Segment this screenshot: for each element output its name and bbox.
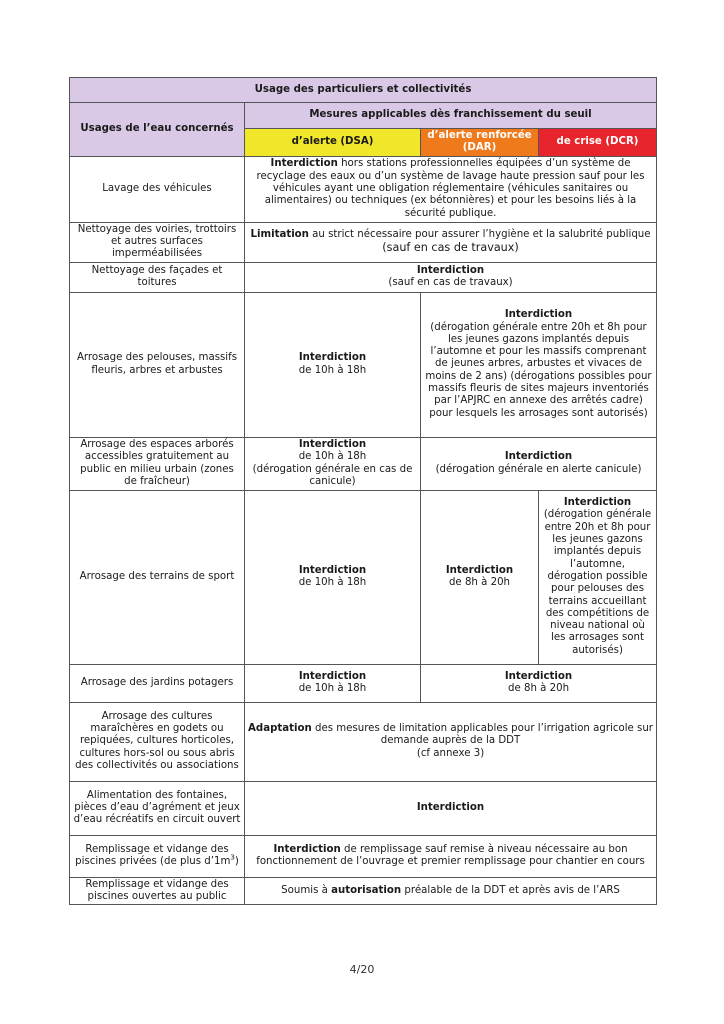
table-row (70, 262, 657, 292)
measure-dar-dcr: Interdiction de 8h à 20h (421, 664, 657, 702)
row-label: Nettoyage des voiries, trottoirs et autres surfaces imperméabilisées (70, 222, 245, 262)
row-label: Lavage des véhicules (70, 156, 245, 222)
measure-dar-dcr: Interdiction (dérogation générale entre 20h et 8h pour les jeunes gazons implantés depuis l’automne et pour les massifs comprenant de jeunes arbres, arbustes et vivaces de moins de 2 ans) (dérogations possibles pour massifs fleuris de sites majeurs inventoriés par l’APJRC en annexe des arrêtés cadre) pour lesquels les arrosages sont autorisés) (421, 292, 657, 437)
row-label: Remplissage et vidange des piscines privées (de plus $d’1m^3$) (70, 835, 245, 877)
measure-dar: Interdiction de 8h à 20h (421, 490, 539, 664)
page-number: 4/20 (349, 963, 375, 976)
level-dcr: de crise (DCR) (539, 129, 657, 157)
restrictions-table (69, 77, 657, 905)
level-dsa: d’alerte (DSA) (245, 129, 421, 157)
table-row (70, 490, 657, 664)
measure-all: Interdiction (245, 781, 657, 835)
table-row (70, 156, 657, 222)
measure-all: Interdiction de remplissage sauf remise à niveau nécessaire au bon fonctionnement de l’ouvrage et premier remplissage pour chantier en cours (245, 835, 657, 877)
measure-all: Interdiction hors stations professionnelles équipées d’un système de recyclage des eaux ou d’un système de lavage haute pression sauf pour les véhicules ayant une obligation réglementaire (véhicules sanitaires ou alimentaires) ou techniques (ex bétonnières) et pour les besoins liés à la sécurité publique. (245, 156, 657, 222)
col-header-usage: Usages de l’eau concernés (70, 103, 245, 157)
measure-dsa: Interdiction de 10h à 18h (245, 664, 421, 702)
table-row (70, 877, 657, 905)
col-header-mesures: Mesures applicables dès franchissement du seuil (245, 103, 657, 129)
level-dar: d’alerte renforcée (DAR) (421, 129, 539, 157)
measure-dar-dcr: Interdiction (dérogation générale en alerte canicule) (421, 437, 657, 490)
row-label: Alimentation des fontaines, pièces d’eau d’agrément et jeux d’eau récréatifs en circuit ouvert (70, 781, 245, 835)
table-row (70, 437, 657, 490)
measure-all: Limitation au strict nécessaire pour assurer l’hygiène et la salubrité publique (sauf en cas de travaux) (245, 222, 657, 262)
table-row (70, 702, 657, 781)
measure-all: Soumis à autorisation préalable de la DDT et après avis de l’ARS (245, 877, 657, 905)
measure-all: Interdiction (sauf en cas de travaux) (245, 262, 657, 292)
row-label: Arrosage des terrains de sport (70, 490, 245, 664)
measure-dsa: Interdiction de 10h à 18h (245, 490, 421, 664)
table-row (70, 781, 657, 835)
measure-all: Adaptation des mesures de limitation applicables pour l’irrigation agricole sur demande auprès de la DDT (cf annexe 3) (245, 702, 657, 781)
row-label: Arrosage des pelouses, massifs fleuris, arbres et arbustes (70, 292, 245, 437)
table-row (70, 664, 657, 702)
row-label: Nettoyage des façades et toitures (70, 262, 245, 292)
row-label: Remplissage et vidange des piscines ouvertes au public (70, 877, 245, 905)
table-row (70, 835, 657, 877)
table-title: Usage des particuliers et collectivités (70, 78, 657, 103)
measure-dcr: Interdiction (dérogation générale entre 20h et 8h pour les jeunes gazons implantés depuis l’automne, dérogation possible pour pelouses des terrains accueillant des compétitions de niveau national où les arrosages sont autorisés) (539, 490, 657, 664)
row-label: Arrosage des cultures maraîchères en godets ou repiquées, cultures horticoles, cultures hors-sol ou sous abris des collectivités ou associations (70, 702, 245, 781)
row-label: Arrosage des espaces arborés accessibles gratuitement au public en milieu urbain (zones de fraîcheur) (70, 437, 245, 490)
table-row (70, 292, 657, 437)
row-label: Arrosage des jardins potagers (70, 664, 245, 702)
table-row (70, 222, 657, 262)
measure-dsa: Interdiction de 10h à 18h (245, 292, 421, 437)
measure-dsa: Interdiction de 10h à 18h (dérogation générale en cas de canicule) (245, 437, 421, 490)
